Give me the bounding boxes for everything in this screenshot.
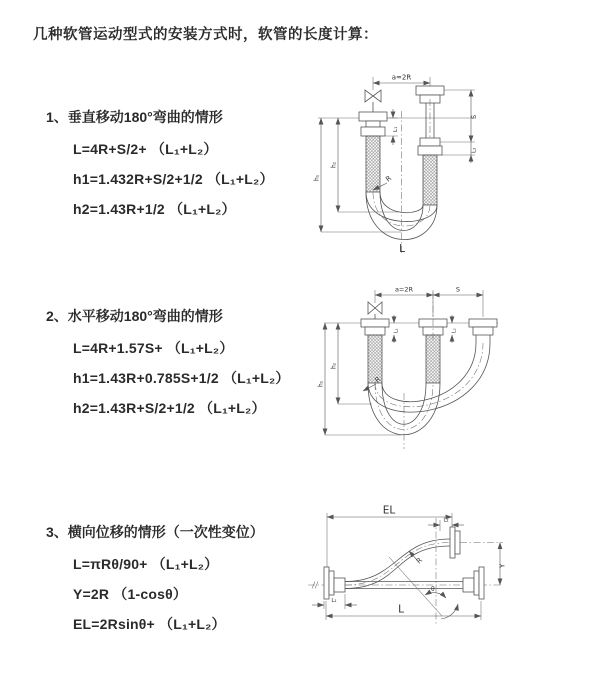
hose-s-curve	[345, 539, 450, 589]
section-heading: 2、水平移动180°弯曲的情形	[46, 308, 223, 324]
dimension-a-2r	[375, 286, 483, 318]
diagram-vertical-u-bend	[303, 66, 600, 266]
right-pipe-fitting	[469, 319, 497, 343]
formula-length: L=πRθ/90+ （L₁+L₂）	[73, 556, 219, 572]
dimension-label-h2: h₂	[330, 362, 338, 369]
page-title: 几种软管运动型式的安装方式时，软管的长度计算：	[33, 27, 378, 43]
hose-braid	[368, 335, 382, 383]
dimension-label-a2r: a=2R	[394, 285, 414, 294]
dimension-l1	[312, 594, 357, 609]
dimension-h1	[318, 323, 403, 435]
dimension-label-s: S	[470, 114, 478, 119]
dimension-label-theta: θ	[431, 586, 435, 593]
left-pipe-fitting	[359, 112, 387, 192]
dimension-label-r: R	[384, 174, 394, 184]
dimension-label-h1: h₁	[313, 174, 321, 181]
left-centerline-mark	[308, 582, 324, 589]
dimension-l2	[471, 142, 478, 163]
formula-y: Y=2R （1-cosθ）	[73, 586, 188, 602]
hose-braid	[366, 136, 380, 192]
dimension-label-s: S	[455, 285, 461, 294]
dimension-label-l: L	[399, 243, 405, 255]
formula-length: L=4R+S/2+ （L₁+L₂）	[73, 141, 218, 157]
dimension-label-y: Y	[498, 563, 507, 568]
dimension-label-l1: L₁	[331, 598, 337, 604]
formula-h1: h1=1.432R+S/2+1/2 （L₁+L₂）	[73, 171, 274, 187]
formula-length: L=4R+1.57S+ （L₁+L₂）	[73, 340, 234, 356]
dimension-s	[433, 286, 483, 296]
dimension-label-l: L	[398, 603, 404, 616]
formula-h2: h2=1.43R+1/2 （L₁+L₂）	[73, 201, 236, 217]
dimension-s	[437, 90, 478, 155]
top-right-flange	[450, 527, 460, 558]
dimension-label-l2: L₂	[443, 517, 449, 524]
dimension-el	[327, 505, 452, 569]
dimension-label-a2r: a=2R	[391, 73, 412, 82]
right-mid-flange	[463, 567, 484, 599]
formula-h2: h2=1.43R+S/2+1/2 （L₁+L₂）	[73, 400, 266, 416]
section-lateral-displacement	[46, 522, 306, 644]
section-vertical-movement	[46, 107, 306, 229]
section-heading: 3、横向位移的情形（一次性变位）	[46, 524, 264, 540]
formula-el: EL=2Rsinθ+ （L₁+L₂）	[73, 616, 226, 632]
section-horizontal-movement	[46, 306, 306, 428]
hose-braid	[426, 335, 440, 383]
diagram-horizontal-u-bend	[316, 281, 600, 462]
dimension-l2	[452, 315, 458, 343]
dimension-label-r: R	[414, 556, 424, 566]
left-flange	[324, 567, 345, 599]
dimension-l1	[394, 315, 400, 343]
dimension-label-h1: h₁	[317, 380, 325, 387]
dimension-label-l1: L₁	[393, 126, 399, 132]
dimension-label-el: EL	[382, 504, 396, 517]
section-heading: 1、垂直移动180°弯曲的情形	[46, 109, 223, 125]
formula-h1: h1=1.43R+0.785S+1/2 （L₁+L₂）	[73, 370, 290, 386]
hose-braid	[423, 155, 437, 205]
valve-icon	[365, 90, 381, 112]
dimension-l2	[428, 518, 464, 532]
diagram-lateral-displacement	[300, 500, 600, 665]
dimension-label-l2: L₂	[451, 328, 458, 333]
dimension-label-l2: L₂	[471, 147, 478, 153]
dimension-label-h2: h₂	[330, 161, 338, 168]
right-pipe-fitting	[416, 86, 444, 205]
dimension-y	[499, 543, 507, 586]
dimension-label-r: R	[373, 375, 383, 385]
dimension-label-l1: L₁	[393, 328, 400, 333]
dimension-l	[326, 601, 481, 620]
left-pipe-fitting	[361, 319, 389, 383]
valve-icon	[368, 302, 382, 321]
